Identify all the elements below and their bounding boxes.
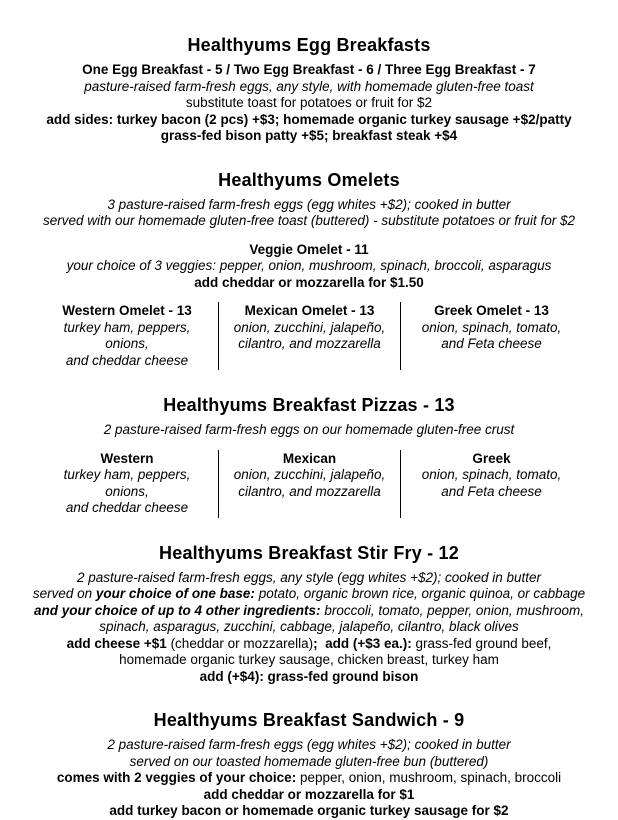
egg-breakfast-options-line: One Egg Breakfast - 5 / Two Egg Breakfast - 6 / Three Egg Breakfast - 7: [82, 62, 536, 77]
section-omelets: [0, 169, 618, 371]
base-choice-label: your choice of one base:: [95, 586, 255, 601]
variety-desc-line2: cilantro, and mozzarella: [238, 336, 381, 351]
pizzas-desc-line: 2 pasture-raised farm-fresh eggs on our homemade gluten-free crust: [103, 422, 515, 437]
veggie-omelet-name: Veggie Omelet - 11: [249, 241, 369, 257]
omelets-desc-line1: 3 pasture-raised farm-fresh eggs (egg whites +$2); cooked in butter: [107, 196, 511, 212]
variety-name: Greek Omelet - 13: [434, 303, 549, 318]
stir-fry-title: Healthyums Breakfast Stir Fry - 12: [159, 542, 459, 563]
section-breakfast-pizzas: [0, 394, 618, 518]
variety-desc-line1: onion, spinach, tomato,: [421, 467, 562, 482]
pizza-variety-table: [0, 450, 618, 518]
stir-fry-ingredients-line1: [0, 603, 618, 620]
variety-desc-line2: and cheddar cheese: [65, 352, 189, 368]
omelet-variety-mexican: [218, 302, 400, 370]
variety-desc-line2: cilantro, and mozzarella: [238, 483, 381, 499]
veggies-options-text: pepper, onion, mushroom, spinach, broccoli: [296, 770, 562, 785]
variety-name: Western: [100, 450, 154, 466]
sandwich-title: Healthyums Breakfast Sandwich - 9: [153, 710, 465, 730]
omelets-title: Healthyums Omelets: [218, 169, 400, 190]
section-egg-breakfasts: [0, 34, 618, 145]
variety-desc-line1: onion, zucchini, jalapeño,: [233, 319, 386, 335]
veggies-choice-label: comes with 2 veggies of your choice:: [56, 770, 297, 785]
meat-options-text: grass-fed ground beef,: [411, 635, 552, 651]
stir-fry-addons-line2: homemade organic turkey sausage, chicken breast, turkey ham: [119, 652, 499, 667]
omelet-variety-greek: [400, 302, 582, 370]
egg-breakfasts-title: Healthyums Egg Breakfasts: [187, 35, 431, 55]
pizza-variety-mexican: [218, 450, 400, 518]
sandwich-desc-line1: 2 pasture-raised farm-fresh eggs (egg whites +$2); cooked in butter: [107, 737, 511, 752]
add-meat-label: ; add (+$3 ea.):: [313, 635, 412, 651]
section-breakfast-stir-fry: [0, 542, 618, 686]
base-options-text: potato, organic brown rice, organic quinoa, or cabbage: [254, 586, 586, 601]
sandwich-desc-line2: served on our toasted homemade gluten-free bun (buttered): [129, 753, 489, 769]
veggie-omelet-desc: your choice of 3 veggies: pepper, onion, mushroom, spinach, broccoli, asparagus: [66, 258, 552, 273]
veggie-omelet-addon: add cheddar or mozzarella for $1.50: [194, 274, 424, 290]
variety-name: Mexican: [282, 450, 337, 466]
omelets-desc-line2: served with our homemade gluten-free toast (buttered) - substitute potatoes or fruit for $2: [42, 213, 576, 228]
egg-breakfast-sides-line1: add sides: turkey bacon (2 pcs) +$3; homemade organic turkey sausage +$2/patty: [46, 111, 572, 127]
veggie-omelet-block: [0, 242, 618, 292]
variety-name: Greek: [472, 450, 511, 466]
omelet-variety-western: [36, 302, 218, 370]
sandwich-veggies-line: [0, 770, 618, 787]
variety-desc-line2: and cheddar cheese: [65, 500, 189, 515]
stir-fry-addons-line1: [0, 636, 618, 653]
pizza-variety-greek: [400, 450, 582, 518]
stir-fry-base-line: [0, 586, 618, 603]
variety-desc-line1: turkey ham, peppers, onions,: [63, 319, 191, 351]
egg-breakfast-desc-line: pasture-raised farm-fresh eggs, any style, with homemade gluten-free toast: [84, 78, 534, 94]
stir-fry-bison-line: add (+$4): grass-fed ground bison: [199, 668, 419, 684]
egg-breakfast-sides-line2: grass-fed bison patty +$5; breakfast steak +$4: [160, 128, 458, 143]
ingredients-choice-label: and your choice of up to 4 other ingredients:: [34, 602, 321, 618]
variety-name: Western Omelet - 13: [62, 303, 192, 318]
sandwich-cheese-line: add cheddar or mozzarella for $1: [203, 786, 415, 802]
cheese-options-text: (cheddar or mozzarella): [166, 635, 314, 651]
stir-fry-ingredients-line2: spinach, asparagus, zucchini, cabbage, jalapeño, cilantro, black olives: [99, 619, 519, 634]
sandwich-meat-line: add turkey bacon or homemade organic turkey sausage for $2: [109, 803, 509, 818]
base-pre-text: served on: [32, 586, 96, 601]
add-cheese-label: add cheese +$1: [66, 635, 167, 651]
ingredients-options-text: broccoli, tomato, pepper, onion, mushroom,: [320, 602, 584, 618]
stir-fry-desc-line: 2 pasture-raised farm-fresh eggs, any style (egg whites +$2); cooked in butter: [76, 569, 542, 585]
pizza-variety-western: [36, 450, 218, 518]
omelet-variety-table: [0, 302, 618, 370]
section-breakfast-sandwich: [0, 709, 618, 820]
variety-name: Mexican Omelet - 13: [244, 303, 375, 318]
egg-breakfast-substitute-line: substitute toast for potatoes or fruit for $2: [185, 95, 433, 110]
variety-desc-line1: onion, spinach, tomato,: [421, 319, 562, 335]
pizzas-title: Healthyums Breakfast Pizzas - 13: [163, 395, 455, 415]
variety-desc-line2: and Feta cheese: [441, 336, 542, 351]
variety-desc-line2: and Feta cheese: [441, 483, 542, 499]
variety-desc-line1: turkey ham, peppers, onions,: [63, 467, 191, 499]
variety-desc-line1: onion, zucchini, jalapeño,: [233, 467, 386, 482]
